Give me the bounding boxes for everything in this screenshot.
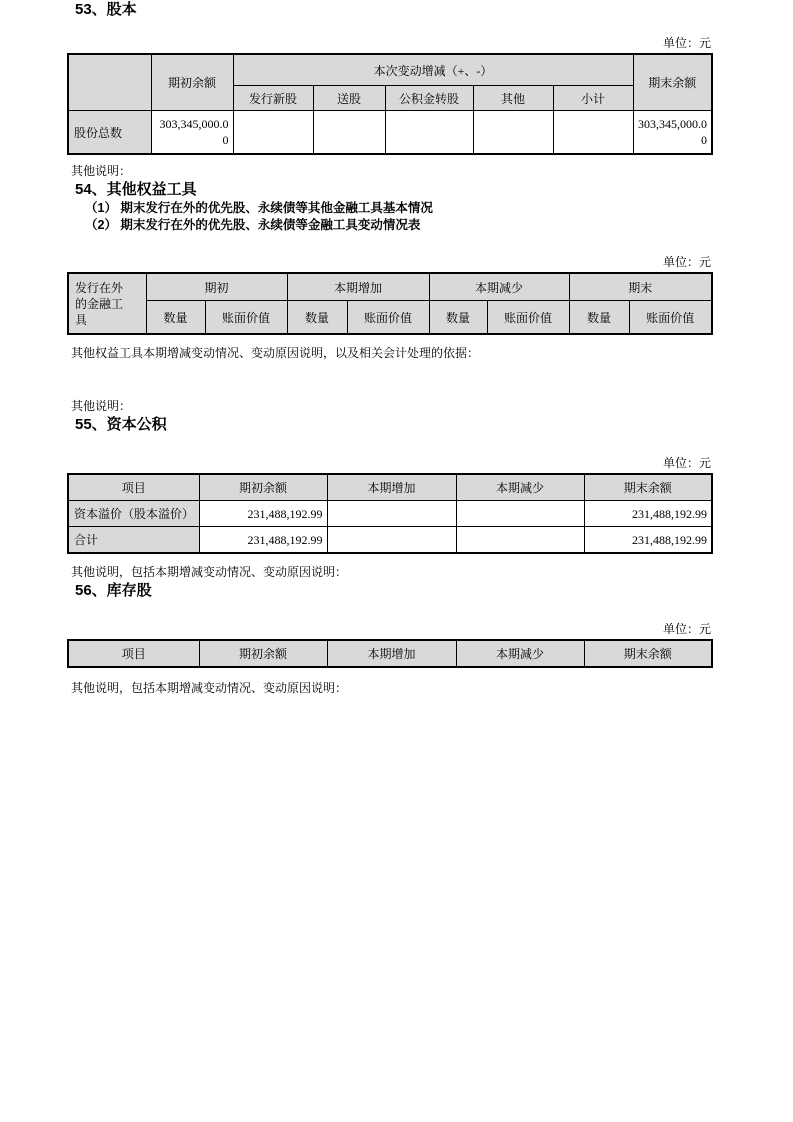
col-header-other: 其他 [473,86,553,111]
col-header-value-decrease: 账面价值 [487,301,569,335]
section-54-sub2: （2） 期末发行在外的优先股、永续债等金融工具变动情况表 [85,218,421,232]
table-row [68,501,712,527]
col-header-qty-opening: 数量 [146,301,205,335]
row-label-total-shares: 股份总数 [68,111,151,155]
col-header-subtotal: 小计 [553,86,633,111]
col-header-qty-decrease: 数量 [429,301,487,335]
col-header-decrease: 本期减少 [456,640,584,667]
row-label-share-premium: 资本溢价（股本溢价） [68,501,199,527]
unit-label: 单位：元 [662,36,711,50]
opening-balance-header: 期初余额 [151,54,233,111]
financial-instruments-table [67,272,713,335]
section-54-title: 54、其他权益工具 [75,181,197,198]
capital-reserve-table [67,473,713,554]
group-header-increase: 本期增加 [287,273,429,301]
cell-opening-balance: 231,488,192.99 [199,501,327,527]
table-row [68,111,712,155]
corner-instruments-header: 发行在外的金融工具 [68,273,146,334]
cell-decrease [456,501,584,527]
cell-subtotal [553,111,633,155]
section-55-title: 55、资本公积 [75,416,167,433]
col-header-qty-increase: 数量 [287,301,347,335]
unit-label: 单位：元 [662,456,711,470]
table-header-row [68,273,712,301]
cell-increase [327,501,456,527]
cell-other [473,111,553,155]
other-note: 其他说明，包括本期增减变动情况、变动原因说明： [71,681,348,695]
section-53-title: 53、股本 [75,1,137,18]
table-header-row [68,640,712,667]
cell-increase [327,527,456,554]
col-header-closing: 期末余额 [584,474,712,501]
section-54-sub1: （1） 期末发行在外的优先股、永续债等其他金融工具基本情况 [85,201,433,215]
cell-new-issue [233,111,313,155]
col-header-closing: 期末余额 [584,640,712,667]
table-subheader-row [68,301,712,335]
cell-decrease [456,527,584,554]
other-note: 其他说明： [71,399,132,413]
col-header-opening: 期初余额 [199,474,327,501]
share-capital-table [67,53,713,155]
col-header-new-issue: 发行新股 [233,86,313,111]
closing-balance-header: 期末余额 [633,54,712,111]
col-header-increase: 本期增加 [327,640,456,667]
treasury-stock-table [67,639,713,668]
cell-reserve-conversion [385,111,473,155]
col-header-qty-closing: 数量 [569,301,629,335]
col-header-item: 项目 [68,640,199,667]
cell-opening-balance: 231,488,192.99 [199,527,327,554]
group-header-decrease: 本期减少 [429,273,569,301]
corner-blank-cell [68,54,151,111]
col-header-decrease: 本期减少 [456,474,584,501]
unit-label: 单位：元 [662,255,711,269]
table-header-row [68,474,712,501]
other-note: 其他说明： [71,164,132,178]
col-header-bonus-shares: 送股 [313,86,385,111]
group-header-closing: 期末 [569,273,712,301]
col-header-reserve-conversion: 公积金转股 [385,86,473,111]
cell-closing-balance: 231,488,192.99 [584,501,712,527]
section-56-title: 56、库存股 [75,582,152,599]
table-row [68,527,712,554]
cell-opening-balance: 303,345,000.00 [151,111,233,155]
col-header-value-increase: 账面价值 [347,301,429,335]
cell-closing-balance: 231,488,192.99 [584,527,712,554]
col-header-value-closing: 账面价值 [629,301,712,335]
row-label-total: 合计 [68,527,199,554]
col-header-item: 项目 [68,474,199,501]
col-header-value-opening: 账面价值 [205,301,287,335]
other-note: 其他说明，包括本期增减变动情况、变动原因说明： [71,565,348,579]
col-header-opening: 期初余额 [199,640,327,667]
group-header-opening: 期初 [146,273,287,301]
unit-label: 单位：元 [662,622,711,636]
col-header-increase: 本期增加 [327,474,456,501]
cell-closing-balance: 303,345,000.00 [633,111,712,155]
cell-bonus-shares [313,111,385,155]
table-header-row [68,54,712,86]
change-group-header: 本次变动增减（+、-） [233,54,633,86]
equity-instruments-note: 其他权益工具本期增减变动情况、变动原因说明，以及相关会计处理的依据： [71,346,480,360]
